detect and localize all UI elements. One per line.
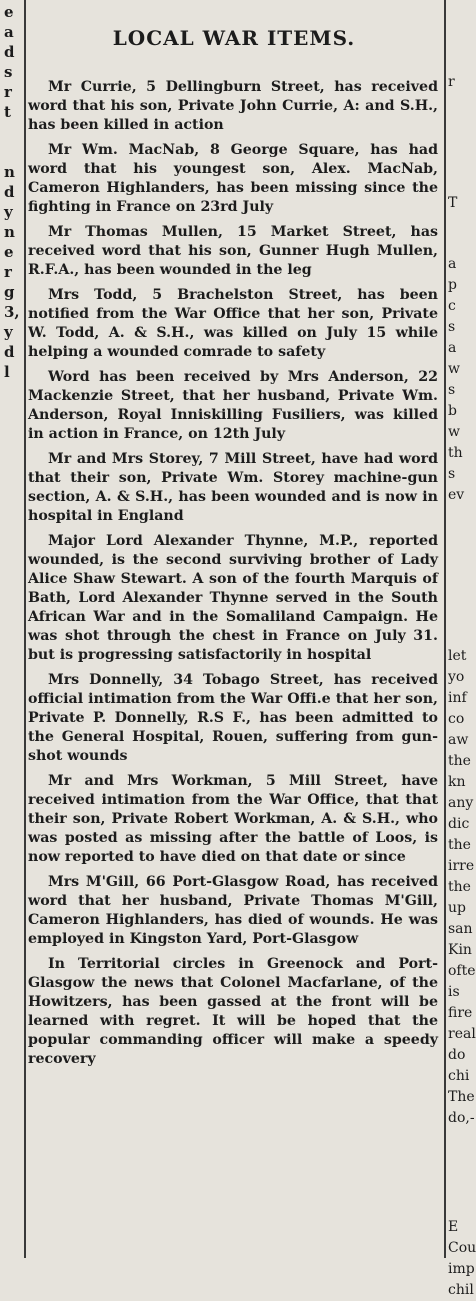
right-fragment: imp — [448, 1261, 475, 1277]
left-fragment: l — [4, 363, 10, 381]
left-fragment: d — [4, 183, 15, 201]
left-fragment: e — [4, 3, 14, 21]
left-fragment: d — [4, 43, 15, 61]
right-fragment: ev — [448, 487, 465, 503]
left-fragment: r — [4, 83, 12, 101]
right-fragment: real — [448, 1026, 476, 1042]
column-rule-right — [444, 0, 446, 1258]
right-fragment: do — [448, 1047, 466, 1063]
left-fragment: y — [4, 323, 13, 341]
right-fragment: E — [448, 1219, 459, 1235]
news-item: Word has been received by Mrs Anderson, 22 Mackenzie Street, that her husband, Private Wm. Anderson, Royal Inniskilling Fusiliers, was killed in action in France, on 12th July — [28, 369, 438, 442]
news-item: Mr Currie, 5 Dellingburn Street, has received word that his son, Private John Currie, A: and S.H., has been killed in action — [28, 79, 438, 133]
left-fragment: r — [4, 263, 12, 281]
right-fragment: The — [448, 1089, 475, 1105]
right-fragment: aw — [448, 732, 469, 748]
right-fragment: co — [448, 711, 465, 727]
right-fragment: let — [448, 648, 467, 664]
left-fragment: a — [4, 23, 14, 41]
right-fragment: w — [448, 361, 460, 377]
news-item: Mrs M'Gill, 66 Port-Glasgow Road, has received word that her husband, Private Thomas M'Gill, Cameron Highlanders, has died of wounds. He was employed in Kingston Yard, Port-Glasgow — [28, 874, 438, 947]
left-fragment: 3, — [4, 303, 20, 321]
news-item: Mr Wm. MacNab, 8 George Square, has had word that his youngest son, Alex. MacNab, Cameron Highlanders, has been missing since the fighting in France on 23rd July — [28, 142, 438, 215]
right-fragment: yo — [448, 669, 465, 685]
right-fragment: p — [448, 277, 457, 293]
right-fragment: inf — [448, 690, 467, 706]
right-fragment: b — [448, 403, 457, 419]
right-fragment: irre — [448, 858, 475, 874]
right-fragment: th — [448, 445, 463, 461]
right-fragment: c — [448, 298, 456, 314]
right-fragment: a — [448, 256, 457, 272]
left-fragment: t — [4, 103, 11, 121]
right-fragment: the — [448, 879, 471, 895]
right-fragment: kn — [448, 774, 466, 790]
news-item: In Territorial circles in Greenock and Port-Glasgow the news that Colonel Macfarlane, of the Howitzers, has been gassed at the front will be learned with regret. It will be hoped that the popular commanding officer will make a speedy recovery — [28, 956, 438, 1067]
adjacent-column-right-fragment — [448, 0, 476, 1298]
news-item: Mr and Mrs Storey, 7 Mill Street, have had word that their son, Private Wm. Storey machine-gun section, A. & S.H., has been wounded and is now in hospital in England — [28, 451, 438, 524]
right-fragment: a — [448, 340, 457, 356]
right-fragment: is — [448, 984, 460, 1000]
left-fragment: s — [4, 63, 13, 81]
left-fragment: g — [4, 283, 15, 301]
right-fragment: do,- — [448, 1110, 475, 1126]
right-fragment: any — [448, 795, 474, 811]
left-fragment — [0, 142, 24, 162]
left-fragment — [0, 122, 24, 142]
left-fragment: d — [4, 343, 15, 361]
right-fragment: up — [448, 900, 466, 916]
right-fragment: san — [448, 921, 473, 937]
news-item: Major Lord Alexander Thynne, M.P., reported wounded, is the second surviving brother of Lady Alice Shaw Stewart. A son of the fourth Marquis of Bath, Lord Alexander Thynne served in the South African War and in the Somaliland Campaign. He was shot through the chest in France on July 31. but is progressing satisfactorily in hospital — [28, 533, 438, 663]
right-fragment: s — [448, 382, 456, 398]
right-fragment: fire — [448, 1005, 473, 1021]
news-item: Mrs Donnelly, 34 Tobago Street, has received official intimation from the War Offi.e that her son, Private P. Donnelly, R.S F., has been admitted to the General Hospital, Rouen, suffering from gun-shot wounds — [28, 672, 438, 764]
adjacent-column-left-fragment — [0, 0, 24, 1258]
right-fragment: chil — [448, 1282, 474, 1298]
right-fragment: chi — [448, 1068, 470, 1084]
column-rule-left — [24, 0, 26, 1258]
news-item: Mrs Todd, 5 Brachelston Street, has been notified from the War Office that her son, Private W. Todd, A. & S.H., was killed on July 15 while helping a wounded comrade to safety — [28, 287, 438, 360]
left-fragment: n — [4, 163, 15, 181]
left-fragment: y — [4, 203, 13, 221]
right-fragment: the — [448, 837, 471, 853]
right-fragment: dic — [448, 816, 470, 832]
news-item: Mr and Mrs Workman, 5 Mill Street, have received intimation from the War Office, that that their son, Private Robert Workman, A. & S.H., who was posted as missing after the battle of Loos, is now reported to have died on that date or since — [28, 773, 438, 865]
right-fragment: Cou — [448, 1240, 476, 1256]
right-fragment: w — [448, 424, 460, 440]
right-fragment: ofte — [448, 963, 476, 979]
left-fragment: n — [4, 223, 15, 241]
right-fragment: Kin — [448, 942, 472, 958]
left-fragment: e — [4, 243, 14, 261]
right-fragment: T — [448, 195, 458, 211]
right-fragment: s — [448, 319, 456, 335]
right-fragment: r — [448, 74, 455, 90]
article-headline: LOCAL WAR ITEMS. — [112, 26, 356, 50]
article-column — [28, 0, 440, 1258]
right-fragment: s — [448, 466, 456, 482]
right-fragment: the — [448, 753, 471, 769]
news-item: Mr Thomas Mullen, 15 Market Street, has received word that his son, Gunner Hugh Mullen, R.F.A., has been wounded in the leg — [28, 224, 438, 278]
